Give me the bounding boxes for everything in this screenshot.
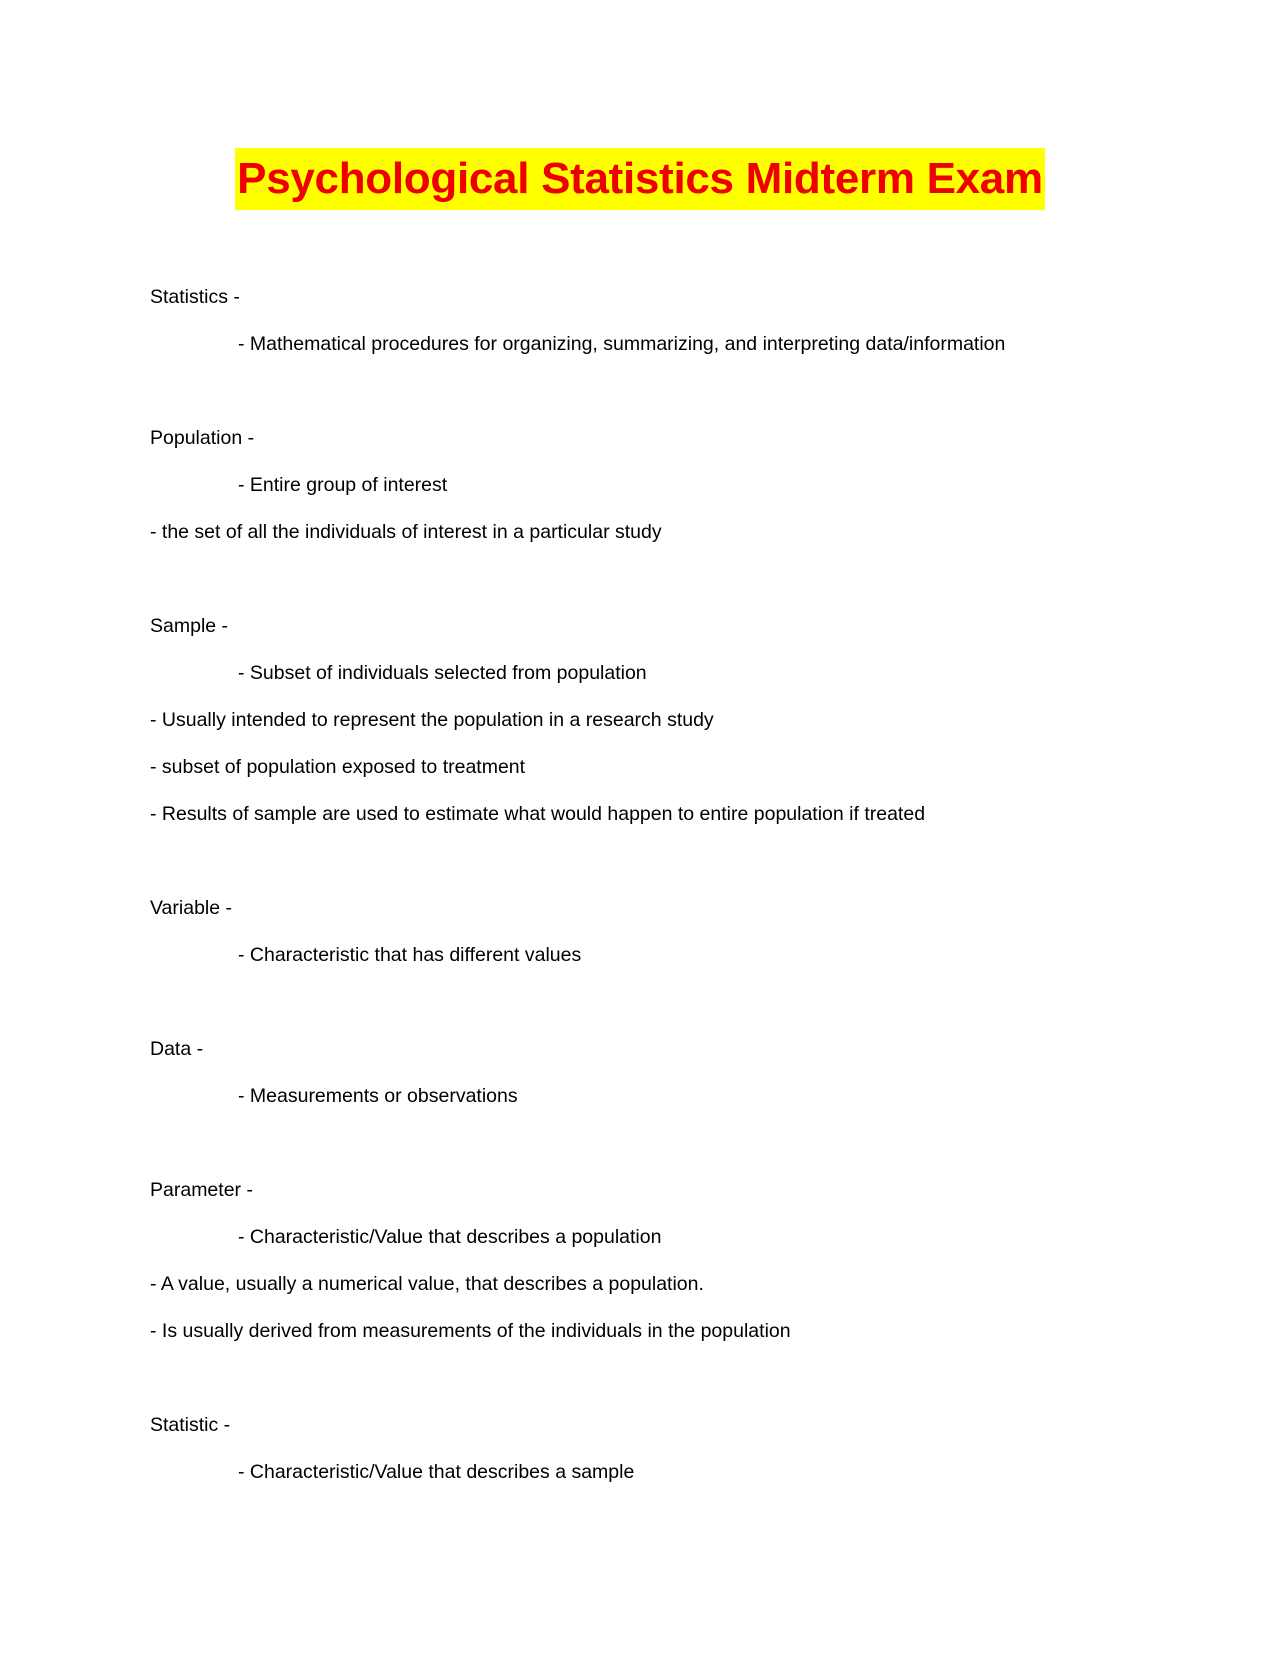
document-body — [150, 274, 1150, 1496]
definition-line: - Characteristic that has different values — [238, 944, 582, 966]
term-heading: Parameter - — [150, 1179, 253, 1201]
title-container — [0, 148, 1280, 210]
definition-line: - Subset of individuals selected from population — [238, 662, 647, 684]
section-spacer — [150, 368, 1150, 415]
section-spacer — [150, 1355, 1150, 1402]
definition-line: - Entire group of interest — [238, 474, 448, 496]
note-line: - the set of all the individuals of interest in a particular study — [150, 521, 662, 543]
note-line: - A value, usually a numerical value, that describes a population. — [150, 1273, 704, 1295]
note-line: - subset of population exposed to treatment — [150, 756, 526, 778]
section-spacer — [150, 979, 1150, 1026]
term-heading: Variable - — [150, 897, 233, 919]
term-heading: Statistics - — [150, 286, 240, 308]
definition-line: - Characteristic/Value that describes a sample — [238, 1461, 635, 1483]
note-line: - Results of sample are used to estimate what would happen to entire population if treated — [150, 803, 926, 825]
term-heading: Statistic - — [150, 1414, 231, 1436]
term-heading: Data - — [150, 1038, 204, 1060]
page-title: Psychological Statistics Midterm Exam — [235, 148, 1045, 210]
definition-line: - Characteristic/Value that describes a population — [238, 1226, 662, 1248]
definition-line: - Mathematical procedures for organizing, summarizing, and interpreting data/information — [238, 333, 1006, 355]
term-heading: Population - — [150, 427, 255, 449]
term-heading: Sample - — [150, 615, 229, 637]
note-line: - Usually intended to represent the population in a research study — [150, 709, 714, 731]
note-line: - Is usually derived from measurements of the individuals in the population — [150, 1320, 791, 1342]
section-spacer — [150, 838, 1150, 885]
section-spacer — [150, 556, 1150, 603]
definition-line: - Measurements or observations — [238, 1085, 518, 1107]
section-spacer — [150, 1120, 1150, 1167]
